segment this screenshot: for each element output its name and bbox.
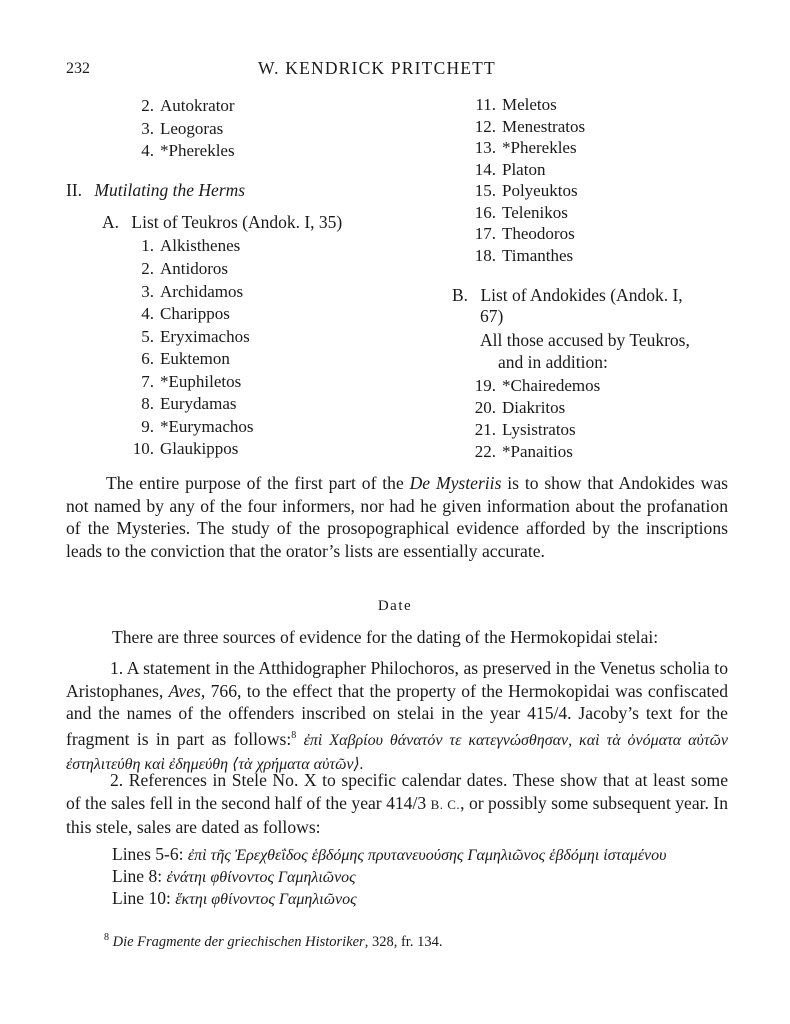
list-item: 4. Charippos bbox=[141, 304, 230, 323]
list-item: 4. *Pherekles bbox=[141, 141, 235, 160]
line-entry: Line 8: ἐνάτηι φθίνοντος Γαμηλιῶνος bbox=[112, 866, 356, 886]
paragraph-sources: There are three sources of evidence for the dating of the Hermokopidai stelai: bbox=[112, 627, 659, 647]
footnote: $^8$ Die Fragmente der griechischen Historiker, 328, fr. 134. bbox=[104, 932, 443, 950]
footnote-mark: 8 bbox=[104, 932, 109, 943]
list-item: 1. Alkisthenes bbox=[141, 236, 241, 255]
list-item: 20. Diakritos bbox=[474, 398, 566, 417]
list-item: 7. *Euphiletos bbox=[141, 372, 242, 391]
list-item: 15. Polyeuktos bbox=[474, 181, 578, 200]
list-item: 11. Meletos bbox=[475, 95, 557, 114]
list-item: 2. Autokrator bbox=[141, 96, 235, 115]
list-item: 3. Leogoras bbox=[141, 119, 224, 138]
list-item: 18. Timanthes bbox=[474, 246, 574, 265]
list-item: 9. *Eurymachos bbox=[141, 417, 254, 436]
footnote-ref: 8 bbox=[291, 729, 297, 741]
list-item: 10. Glaukippos bbox=[132, 439, 239, 458]
list-item: 13. *Pherekles bbox=[474, 138, 577, 157]
sub-b-note: All those accused by Teukros, bbox=[480, 330, 690, 350]
list-item: 5. Eryximachos bbox=[141, 327, 250, 346]
list-item: 22. *Panaitios bbox=[474, 442, 573, 461]
list-item: 2. Antidoros bbox=[141, 259, 228, 278]
list-item: 17. Theodoros bbox=[474, 224, 575, 243]
greek-quote: ἐπὶ Χαβρίου θάνατόν τε κατεγνώσθησαν, καὶ τὰ ὀνόματα αὐτῶν ἐστηλιτεύθη καὶ ἐδημεύθη ⟨τὰ χρήματα αὐτῶν⟩. bbox=[66, 731, 729, 774]
list-item: 6. Euktemon bbox=[141, 349, 230, 368]
sub-b-heading-cont: 67) bbox=[480, 306, 504, 326]
list-item: 8. Eurydamas bbox=[141, 394, 237, 413]
paragraph-philochoros: 1. A statement in the Atthidographer Philochoros, as preserved in the Venetus scholia to Aristophanes, Aves, 766, to the effect that the property of the Hermokopidai was confiscated and the names of the offenders inscribed on stelai in the year 415/4. Jacoby’s text for the fragment is in part as follows:$^8$ ἐπὶ Χαβρίου θάνατόν τε κατεγνώσθησαν, καὶ τὰ ὀνόματα αὐτῶν ἐστηλιτεύθη καὶ ἐδημεύθη ⟨τὰ χρήματα αὐτῶν⟩. bbox=[66, 658, 729, 774]
list-item: 3. Archidamos bbox=[141, 282, 244, 301]
list-item: 19. *Chairedemos bbox=[474, 376, 601, 395]
section-heading-date: Date bbox=[377, 598, 413, 614]
list-item: 14. Platon bbox=[474, 160, 546, 179]
list-item: 21. Lysistratos bbox=[474, 420, 576, 439]
list-item: 12. Menestratos bbox=[474, 117, 586, 136]
sub-b-note-cont: and in addition: bbox=[498, 352, 608, 372]
list-item: 16. Telenikos bbox=[474, 203, 568, 222]
paragraph-stele-x: 2. References in Stele No. X to specific calendar dates. These show that at least some of the sales fell in the second half of the year 414/3 B. C., or possibly some subsequent year. In this stele, sales are dated as follows: bbox=[66, 770, 729, 838]
page-number: 232 bbox=[66, 60, 90, 77]
line-entry: Lines 5-6: ἐπὶ τῆς Ἐρεχθεΐδος ἑβδόμης πρυτανευούσης Γαμηλιῶνος ἑβδόμηι ἱσταμένου bbox=[112, 844, 667, 864]
section-ii-heading: II. Mutilating the Herms bbox=[66, 180, 246, 200]
line-entry: Line 10: ἕκτηι φθίνοντος Γαμηλιῶνος bbox=[112, 888, 357, 908]
running-head-author: W. KENDRICK PRITCHETT bbox=[258, 58, 496, 78]
sub-a-heading: A. List of Teukros (Andok. I, 35) bbox=[102, 212, 343, 232]
sub-b-heading: B. List of Andokides (Andok. I, bbox=[452, 285, 683, 305]
paragraph-purpose: The entire purpose of the first part of the De Mysteriis is to show that Andokides was not named by any of the four informers, nor had he given information about the profanation of the Mysteries. The study of the prosopographical evidence afforded by the inscriptions leads to the conviction that the orator’s lists are essentially accurate. bbox=[66, 473, 728, 561]
